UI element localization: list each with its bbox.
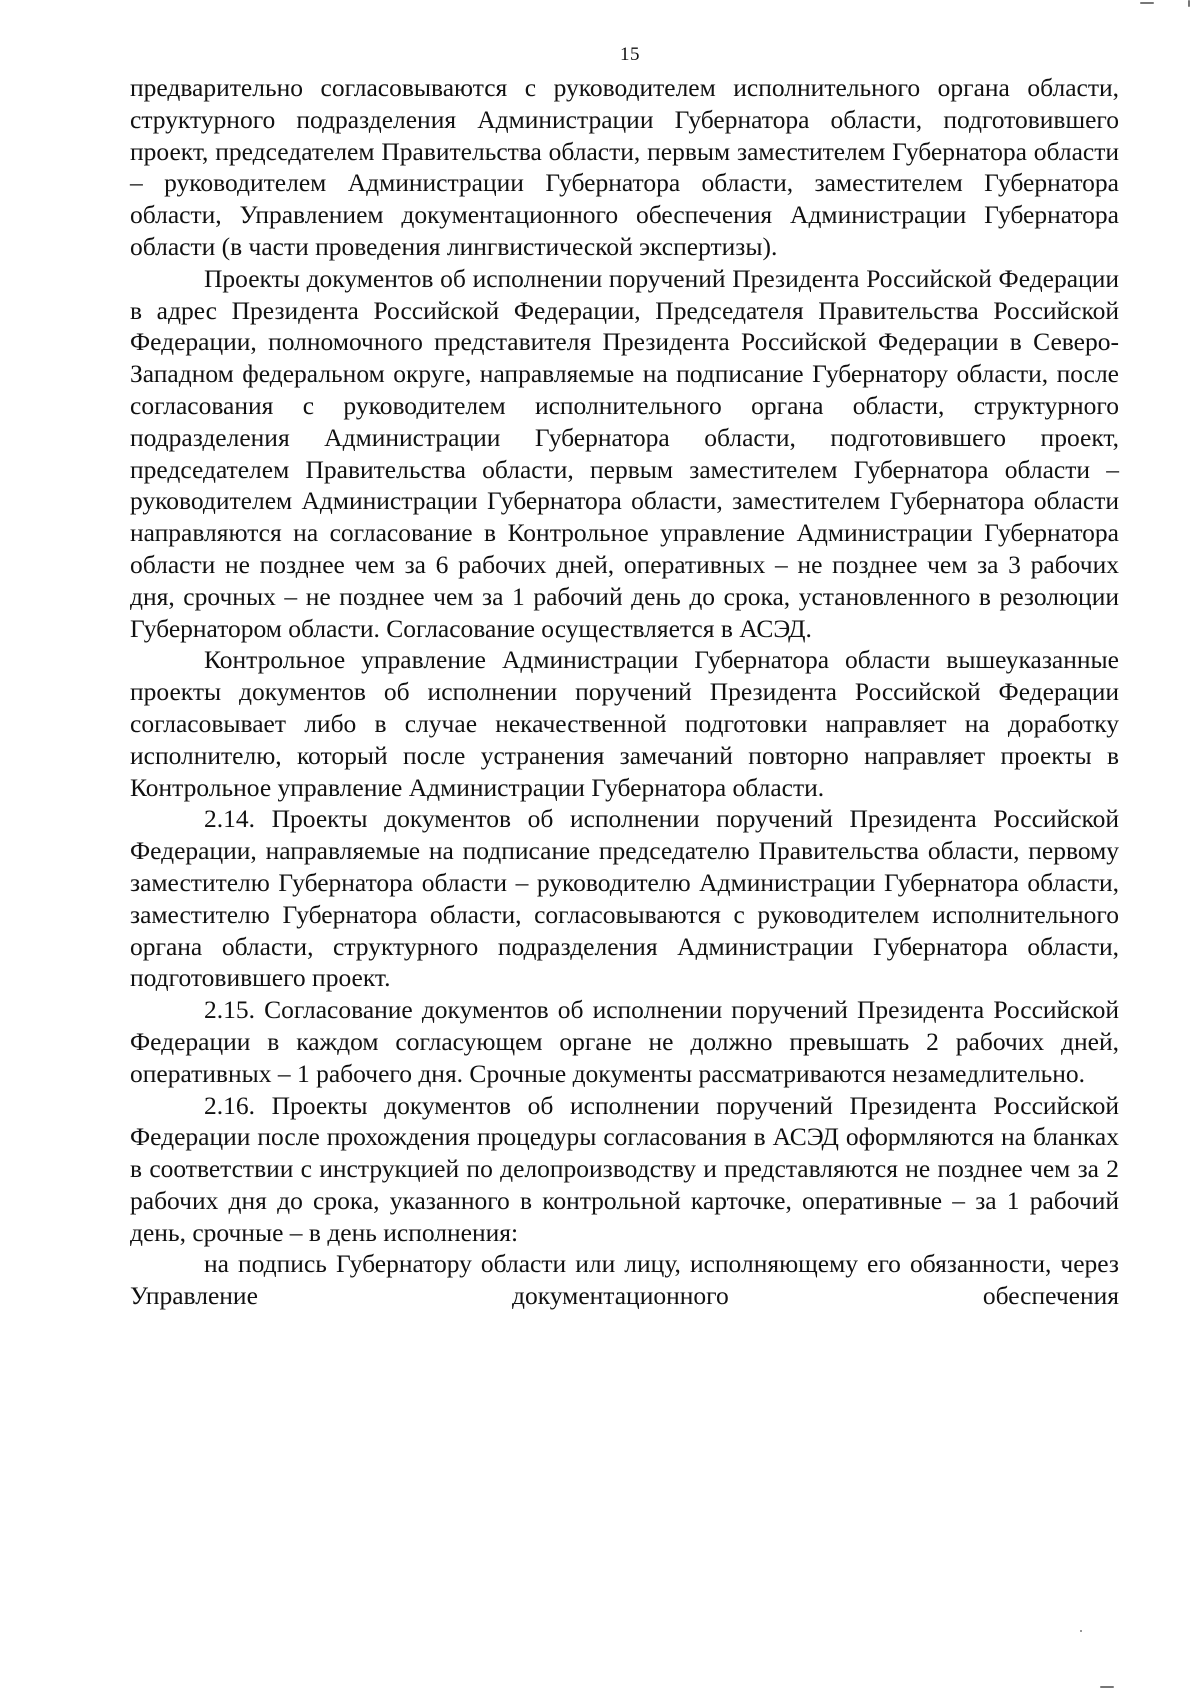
- page-number: 15: [620, 44, 640, 65]
- paragraph-2-16: 2.16. Проекты документов об исполнении поручений Президента Российской Федерации после прохождения процедуры согласования в АСЭД оформляются на бланках в соответствии с инструкцией по делопроизводству и представляются не позднее чем за 2 рабочих дня до срока, указанного в контрольной карточке, оперативные – за 1 рабочий день, срочные – в день исполнения:: [130, 1090, 1119, 1247]
- paragraph-2-14: 2.14. Проекты документов об исполнении поручений Президента Российской Федерации, направляемые на подписание председателю Правительства области, первому заместителю Губернатора области – руководителю Администрации Губернатора области, заместителю Губернатора области, согласовываются с руководителем исполнительного органа области, структурного подразделения Администрации Губернатора области, подготовившего проект.: [130, 804, 1119, 993]
- paragraph-2-15: 2.15. Согласование документов об исполнении поручений Президента Российской Федерации в каждом согласующем органе не должно превышать 2 рабочих дней, оперативных – 1 рабочего дня. Срочные документы рассматриваются незамедлительно.: [130, 995, 1119, 1088]
- scan-artifact-bottom: [1100, 1686, 1114, 1688]
- document-body: [130, 72, 1119, 1312]
- scan-artifact-top-dash: [1140, 2, 1154, 4]
- paragraph-control-department: Контрольное управление Администрации Губернатора области вышеуказанные проекты документов об исполнении поручений Президента Российской Федерации согласовывает либо в случае некачественной подготовки направляет на доработку исполнителю, который после устранения замечаний повторно направляет проекты в Контрольное управление Администрации Губернатора области.: [130, 645, 1119, 802]
- paragraph-signature-routing: на подпись Губернатору области или лицу, исполняющему его обязанности, через Управление документационного обеспечения: [130, 1249, 1119, 1311]
- paragraph-president-documents: Проекты документов об исполнении поручений Президента Российской Федерации в адрес Президента Российской Федерации, Председателя Правительства Российской Федерации, полномочного представителя Президента Российской Федерации в Северо-Западном федеральном округе, направляемые на подписание Губернатору области, после согласования с руководителем исполнительного органа области, структурного подразделения Администрации Губернатора области, подготовившего проект, председателем Правительства области, первым заместителем Губернатора области – руководителем Администрации Губернатора области, заместителем Губернатора области направляются на согласование в Контрольное управление Администрации Губернатора области не позднее чем за 6 рабочих дней, оперативных – не позднее чем за 3 рабочих дня, срочных – не позднее чем за 1 рабочий день до срока, установленного в резолюции Губернатором области. Согласование осуществляется в АСЭД.: [130, 263, 1119, 643]
- scan-artifact-top: [1188, 0, 1190, 7]
- scan-artifact-bottom-dot: [1080, 1630, 1082, 1632]
- paragraph-continuation: предварительно согласовываются с руководителем исполнительного органа области, структурного подразделения Администрации Губернатора области, подготовившего проект, председателем Правительства области, первым заместителем Губернатора области – руководителем Администрации Губернатора области, заместителем Губернатора области, Управлением документационного обеспечения Администрации Губернатора области (в части проведения лингвистической экспертизы).: [130, 73, 1119, 261]
